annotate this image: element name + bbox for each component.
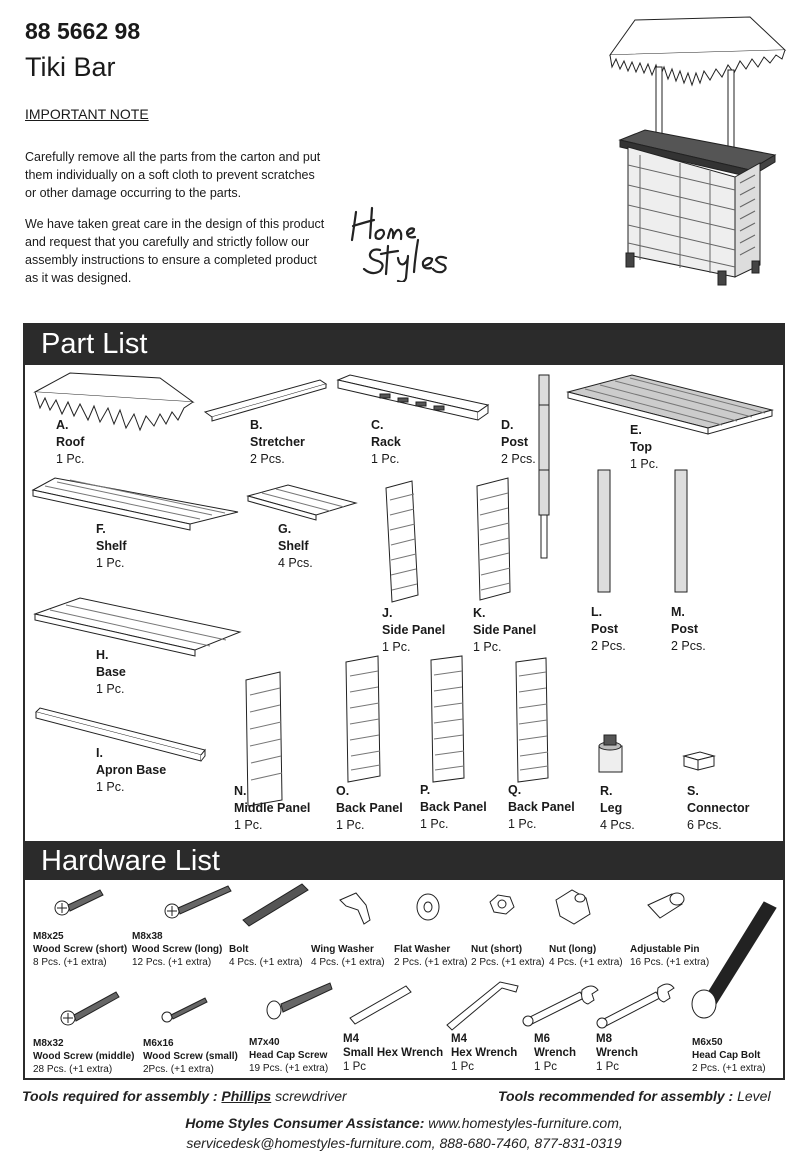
nut-short-icon — [490, 895, 514, 914]
part-m-post-label: M. Post 2 Pcs. — [671, 605, 706, 653]
wood-screw-long-icon — [165, 886, 231, 918]
hardware-item-wood-screw-short: M8x25 Wood Screw (short) 8 Pcs. (+1 extra) — [33, 931, 128, 968]
note-paragraph-instructions: We have taken great care in the design of this product and request that you carefully and strictly follow our assembly instructions to ensure a completed product as it was designed. — [25, 217, 325, 285]
hardware-item-wood-screw-small: M6x16 Wood Screw (small) 2Pcs. (+1 extra) — [143, 1038, 238, 1075]
nut-long-icon — [556, 890, 590, 924]
hardware-item-adjustable-pin: Adjustable Pin 16 Pcs. (+1 extra) — [630, 944, 710, 968]
wrench-m8-icon — [597, 984, 674, 1028]
part-g-shelf-label: G. Shelf 4 Pcs. — [278, 522, 313, 570]
part-a-roof-label: A. Roof 1 Pc. — [56, 418, 85, 466]
assistance-contact[interactable]: servicedesk@homestyles-furniture.com, 888-680-7460, 877-831-0319 — [186, 1135, 622, 1151]
tools-required: Tools required for assembly : Phillips screwdriver — [22, 1088, 347, 1104]
hardware-item-wing-washer: Wing Washer 4 Pcs. (+1 extra) — [311, 944, 385, 968]
hardware-item-flat-washer: Flat Washer 2 Pcs. (+1 extra) — [394, 944, 468, 968]
hardware-list-heading: Hardware List — [23, 843, 785, 880]
bolt-icon — [243, 884, 308, 926]
part-d-post-label: D. Post 2 Pcs. — [501, 418, 536, 466]
hardware-item-small-hex-wrench: M4 Small Hex Wrench 1 Pc — [343, 1033, 444, 1073]
part-q-back-panel-label: Q. Back Panel 1 Pc. — [508, 783, 575, 831]
part-b-stretcher-label: B. Stretcher 2 Pcs. — [250, 418, 305, 466]
consumer-assistance — [0, 1113, 808, 1153]
hardware-item-wrench-m6: M6 Wrench 1 Pc — [534, 1033, 576, 1073]
part-k-side-panel-label: K. Side Panel 1 Pc. — [473, 606, 537, 654]
wood-screw-middle-icon — [61, 992, 119, 1025]
hardware-item-wood-screw-long: M8x38 Wood Screw (long) 12 Pcs. (+1 extra) — [132, 931, 223, 968]
part-list-heading: Part List — [23, 323, 785, 365]
hardware-item-nut-long: Nut (long) 4 Pcs. (+1 extra) — [549, 944, 623, 968]
product-title: Tiki Bar — [25, 52, 116, 82]
wing-washer-icon — [340, 893, 370, 924]
hardware-item-hex-wrench: M4 Hex Wrench 1 Pc — [451, 1033, 518, 1073]
hardware-item-bolt: Bolt 4 Pcs. (+1 extra) — [229, 944, 303, 968]
hardware-item-head-cap-bolt: M6x50 Head Cap Bolt 2 Pcs. (+1 extra) — [692, 1037, 766, 1074]
adjustable-pin-icon — [648, 893, 684, 918]
small-hex-wrench-icon — [350, 986, 411, 1024]
part-p-back-panel-label: P. Back Panel 1 Pc. — [420, 783, 487, 831]
assistance-website[interactable]: www.homestyles-furniture.com, — [424, 1115, 623, 1131]
flat-washer-icon — [417, 894, 439, 920]
head-cap-screw-icon — [267, 983, 332, 1019]
hardware-item-wrench-m8: M8 Wrench 1 Pc — [596, 1033, 638, 1073]
part-l-post-label: L. Post 2 Pcs. — [591, 605, 626, 653]
part-s-connector-label: S. Connector 6 Pcs. — [687, 784, 750, 832]
hardware-item-head-cap-screw: M7x40 Head Cap Screw 19 Pcs. (+1 extra) — [249, 1037, 329, 1074]
important-note-heading: IMPORTANT NOTE — [25, 106, 149, 122]
hardware-item-wood-screw-middle: M8x32 Wood Screw (middle) 28 Pcs. (+1 extra) — [33, 1038, 135, 1075]
part-o-back-panel-label: O. Back Panel 1 Pc. — [336, 784, 403, 832]
assistance-label: Home Styles Consumer Assistance: — [185, 1115, 425, 1131]
part-h-base-label: H. Base 1 Pc. — [96, 648, 126, 696]
wrench-m6-icon — [523, 986, 598, 1026]
part-j-side-panel-label: J. Side Panel 1 Pc. — [382, 606, 446, 654]
tools-recommended: Tools recommended for assembly : Level — [498, 1088, 771, 1104]
part-i-apron-base-label: I. Apron Base 1 Pc. — [96, 746, 167, 794]
part-r-leg-label: R. Leg 4 Pcs. — [600, 784, 635, 832]
wood-screw-small-icon — [162, 998, 207, 1022]
part-f-shelf-label: F. Shelf 1 Pc. — [96, 522, 127, 570]
part-c-rack-label: C. Rack 1 Pc. — [371, 418, 401, 466]
note-paragraph-care: Carefully remove all the parts from the carton and put them individually on a soft cloth to prevent scratches or other damage occurring to the parts. — [25, 150, 321, 200]
hardware-item-nut-short: Nut (short) 2 Pcs. (+1 extra) — [471, 944, 545, 968]
wood-screw-short-icon — [55, 890, 103, 915]
product-code: 88 5662 98 — [25, 18, 141, 44]
part-n-middle-panel-label: N. Middle Panel 1 Pc. — [234, 784, 311, 832]
part-e-top-label: E. Top 1 Pc. — [630, 423, 659, 471]
hex-wrench-icon — [447, 982, 518, 1030]
